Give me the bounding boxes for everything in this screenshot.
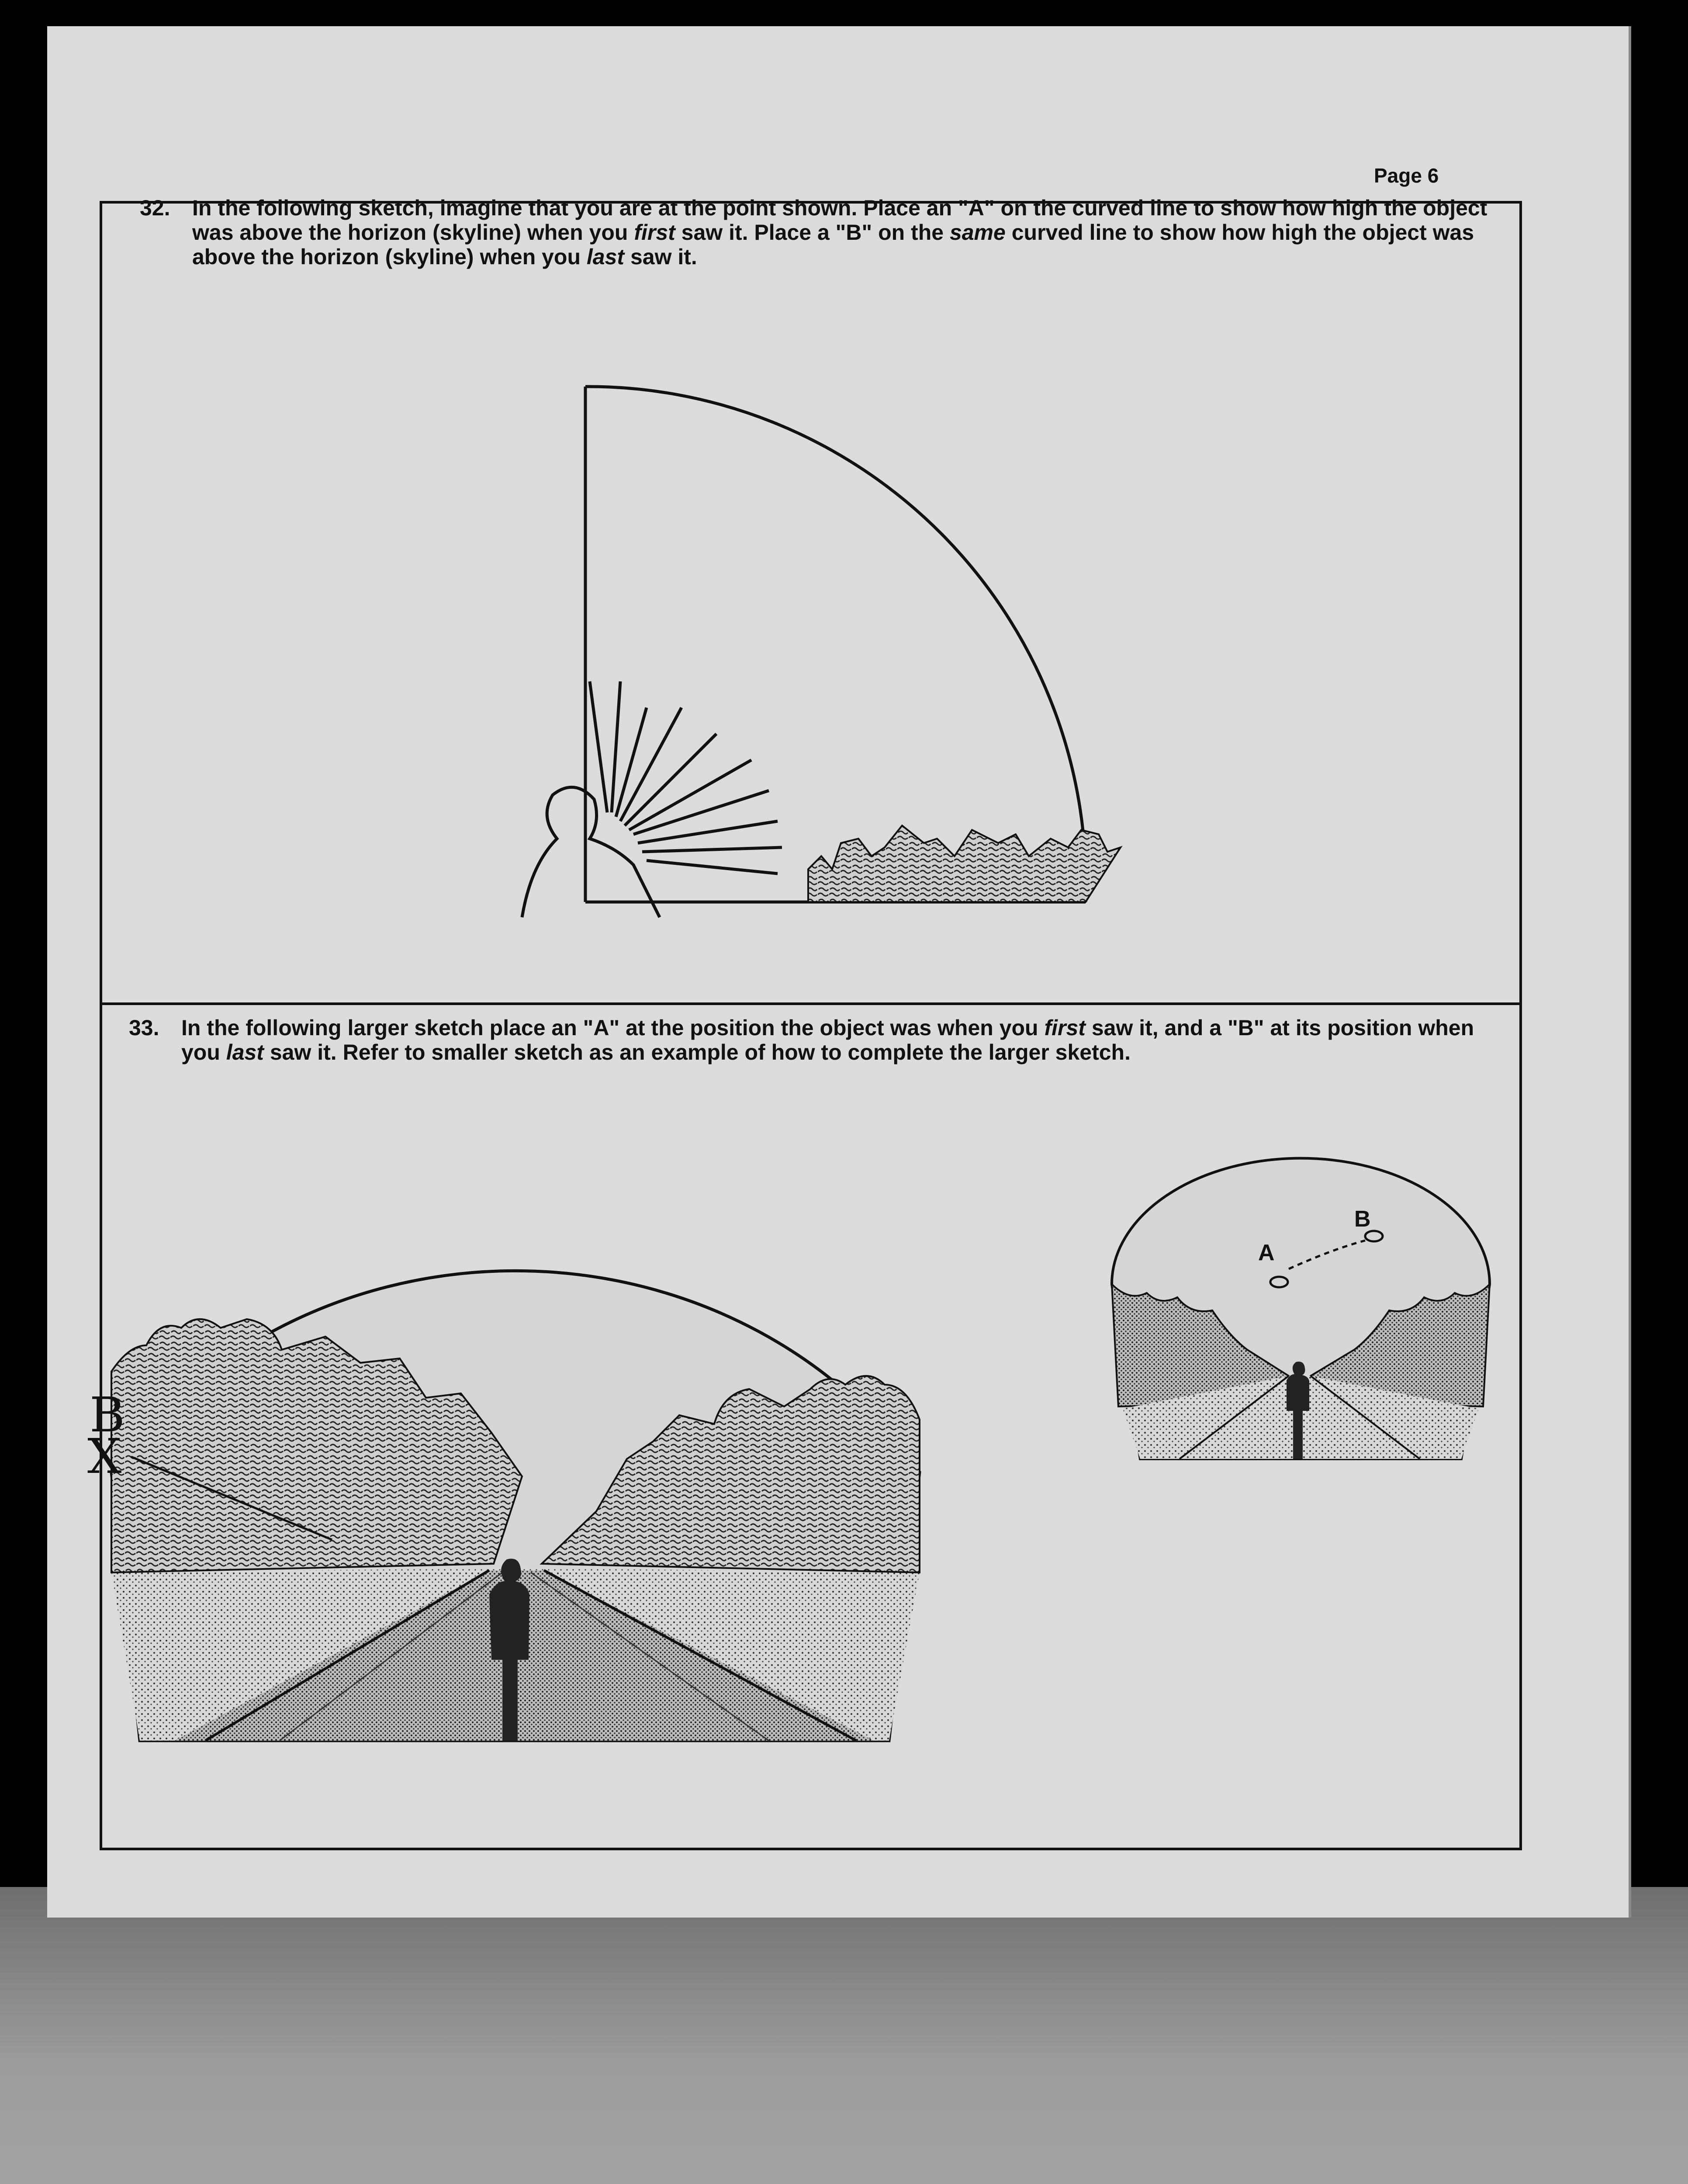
- example-dome-sketch: [1112, 1158, 1490, 1459]
- pointing-arms: [590, 681, 782, 874]
- example-label-b: B: [1354, 1206, 1371, 1232]
- skyline: [808, 826, 1121, 902]
- observer-figure: [522, 787, 660, 917]
- page-number: Page 6: [1374, 164, 1439, 187]
- question-32-number: 32.: [140, 196, 170, 220]
- quarter-circle-sketch: [522, 387, 1121, 917]
- question-33-text: In the following larger sketch place an "A" at the position the object was when you first saw it, and a "B" at its position when you last saw it. Refer to smaller sketch as an example of how to complete the larger sketch.: [181, 1016, 1474, 1064]
- handwritten-x: X: [87, 1428, 122, 1484]
- example-label-a: A: [1258, 1240, 1275, 1265]
- question-32-text: In the following sketch, imagine that you are at the point shown. Place an "A" on the curved line to show how high the object was above the horizon (skyline) when you first saw it. Place a "B" on the same curved line to show how high the object was above the horizon (skyline) when you last saw it.: [192, 196, 1487, 269]
- large-dome-sketch: [111, 1271, 920, 1741]
- question-33-number: 33.: [129, 1016, 159, 1040]
- handwritten-b: B: [90, 1387, 125, 1443]
